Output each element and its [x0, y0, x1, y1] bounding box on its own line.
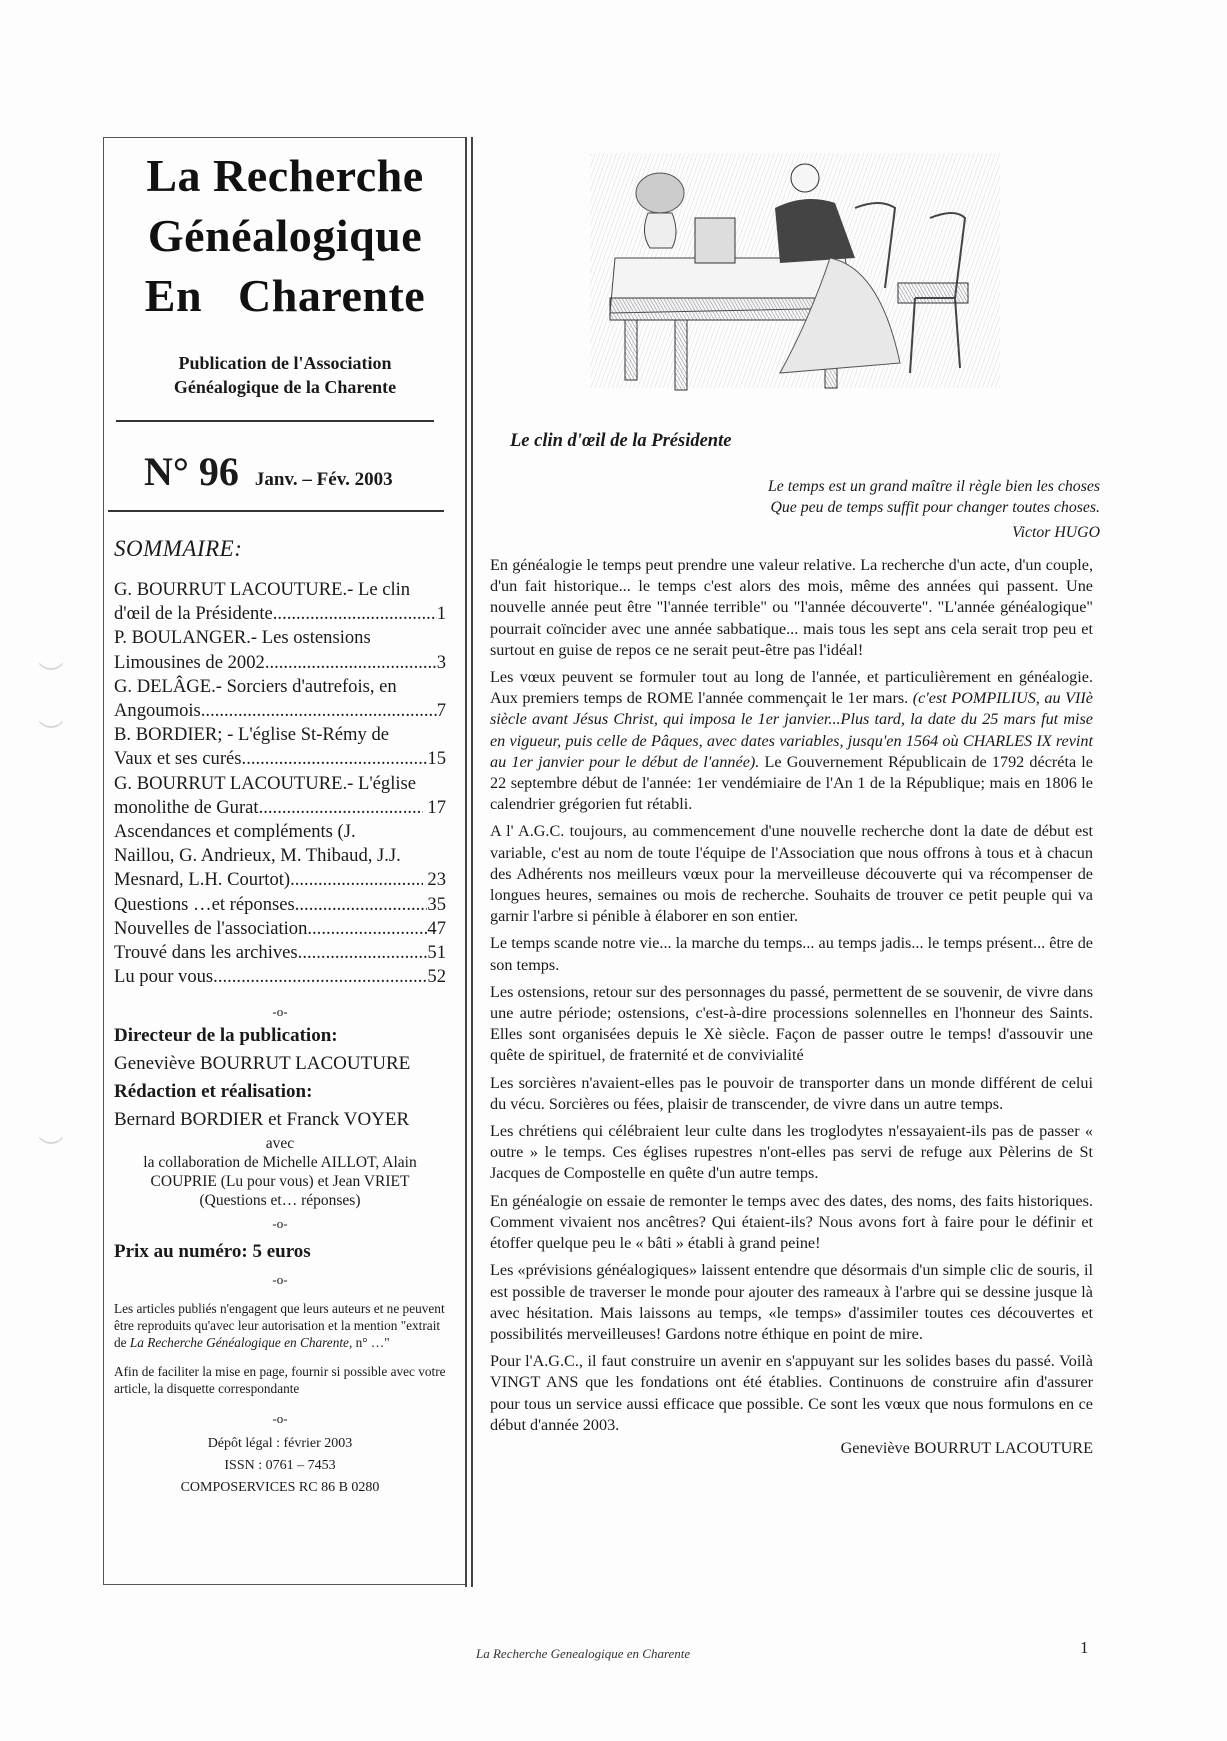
toc-page-number: 51 — [427, 942, 446, 964]
separator: -o- — [272, 1411, 288, 1426]
toc-page-number: 35 — [427, 893, 446, 915]
leader-dots — [259, 796, 423, 820]
running-footer-title: La Recherche Genealogique en Charente — [476, 1646, 691, 1661]
notice-journal-title: La Recherche Généalogique en Charente — [129, 1335, 349, 1350]
subtitle-line: Généalogique de la Charente — [173, 377, 397, 397]
toc-entry[interactable] — [114, 626, 446, 674]
issn: ISSN : 0761 – 7453 — [224, 1458, 336, 1473]
legal-deposit: Dépôt légal : février 2003 — [207, 1436, 353, 1451]
toc-page-number: 47 — [427, 917, 446, 939]
leader-dots — [273, 602, 437, 626]
editorial-names: Bernard BORDIER et Franck VOYER — [114, 1109, 410, 1130]
leader-dots — [295, 893, 428, 917]
journal-title — [104, 146, 466, 326]
toc-entry-title: Angoumois — [114, 700, 201, 722]
publisher-subtitle — [104, 351, 466, 399]
collaboration-line: (Questions et… réponses) — [199, 1192, 361, 1209]
toc-page-number: 23 — [422, 869, 446, 891]
paragraph: Le temps scande notre vie... la marche du temps... au temps jadis... le temps présent... être de son temps. — [490, 934, 1093, 974]
paragraph: Pour l'A.G.C., il faut construire un avenir en s'appuyant sur les solides bases du passé. Voilà VINGT ANS que les fondations ont été établies. Continuons de construire afin d'assurer pour tous un service aussi efficace que possible. Ce sont les vœux que nous formulons en ce début d'année 2003. — [490, 1352, 1093, 1434]
toc-entry[interactable] — [114, 941, 446, 965]
toc-page-number: 15 — [427, 748, 446, 770]
copyright-notice — [114, 1300, 446, 1351]
epigraph-author: Victor HUGO — [1012, 524, 1100, 541]
paragraph: Les sorcières n'avaient-elles pas le pouvoir de transporter dans un monde différent de celui du vécu. Sorcières ou fées, plaisir de transcender, de vivre dans un autre temps. — [490, 1073, 1093, 1113]
divider — [108, 510, 444, 512]
issue-info — [144, 448, 393, 495]
toc-entry[interactable] — [114, 578, 446, 626]
director-name: Geneviève BOURRUT LACOUTURE — [114, 1053, 411, 1074]
director-label: Directeur de la publication: — [114, 1025, 338, 1046]
leader-dots — [265, 651, 437, 675]
toc-entry-line: Ascendances et compléments (J. — [114, 821, 356, 843]
article-signature: Geneviève BOURRUT LACOUTURE — [840, 1438, 1093, 1457]
leader-dots — [298, 941, 428, 965]
toc-entry-title: Limousines de 2002 — [114, 651, 265, 673]
toc-page-number: 7 — [436, 700, 446, 722]
toc-entry-line: Naillou, G. Andrieux, M. Thibaud, J.J. — [114, 845, 401, 867]
with-text: avec — [265, 1135, 295, 1152]
paragraph — [490, 667, 1093, 815]
toc-entry-line: B. BORDIER; - L'église St-Rémy de — [114, 724, 390, 746]
paragraph-text: Le Gouvernement Républicain de 1792 décréta le 22 septembre début de l'année: 1er vendémiaire de l'An 1 de la République; mais en 1806 le calendrier grégorien fut rétabli. — [490, 752, 1093, 814]
toc-entry[interactable] — [114, 917, 446, 941]
issue-date: Janv. – Fév. 2003 — [254, 469, 393, 490]
toc-entry-title: Nouvelles de l'association — [114, 917, 308, 939]
toc-page-number: 3 — [436, 651, 446, 673]
toc-entry-line: G. BOURRUT LACOUTURE.- L'église — [114, 772, 417, 794]
leader-dots — [307, 917, 427, 941]
toc-page-number: 17 — [422, 796, 446, 818]
toc-entry[interactable] — [114, 965, 446, 989]
engraving-illustration — [580, 148, 1070, 400]
table-of-contents-heading: SOMMAIRE: — [114, 536, 243, 561]
toc-page-number: 52 — [427, 966, 446, 988]
toc-entry[interactable] — [114, 675, 446, 723]
issue-number: N° 96 — [144, 449, 239, 494]
notice-text: Les articles publiés n'engagent que leurs auteurs et ne peuvent être reproduits qu'avec leur autorisation et la mention "extrait de — [114, 1301, 445, 1350]
submission-note: Afin de faciliter la mise en page, fournir si possible avec votre article, la disquette correspondante — [114, 1364, 446, 1396]
issue-price: Prix au numéro: 5 euros — [114, 1241, 311, 1262]
page-number: 1 — [1080, 1638, 1089, 1657]
paragraph: A l' A.G.C. toujours, au commencement d'une nouvelle recherche dont la date de début est variable, c'est au nom de toute l'équipe de l'Association que nous offrons à tous et à chacun des Adhérents nos meilleurs vœux pour la merveilleuse découverte qui va récompenser de longues heures, semaines ou mois de recherche. Souhaits de trouver ce petit peuple qui va garnir l'arbre si pénible à élaborer en son entier. — [490, 822, 1093, 926]
epigraph-line: Que peu de temps suffit pour changer toutes choses. — [770, 499, 1100, 516]
toc-entry[interactable] — [114, 893, 446, 917]
notice-text: , n° …" — [348, 1335, 390, 1350]
toc-page-number: 1 — [436, 603, 446, 625]
table-of-contents — [114, 578, 446, 989]
toc-entry-title: monolithe de Gurat — [114, 796, 259, 818]
title-line: La Recherche — [146, 150, 424, 201]
toc-entry-line: G. BOURRUT LACOUTURE.- Le clin — [114, 579, 411, 600]
subtitle-line: Publication de l'Association — [178, 353, 392, 373]
punch-hole-mark — [36, 698, 66, 728]
paragraph: Les «prévisions généalogiques» laissent entendre que désormais d'un simple clic de souris, il est possible de traverser le monde pour ajouter des rameaux à l'arbre qui se dessine jusque là avec hésitation. Mais laissons au temps, «le temps» d'assimiler toutes ces découvertes et possibilités merveilleuses! Gardons notre éthique en point de mire. — [490, 1261, 1093, 1343]
masthead-box — [103, 137, 465, 1585]
separator: -o- — [272, 1272, 288, 1287]
article-heading: Le clin d'œil de la Présidente — [510, 431, 732, 451]
leader-dots — [213, 965, 427, 989]
separator: -o- — [272, 1216, 288, 1231]
epigraph-line: Le temps est un grand maître il règle bien les choses — [768, 478, 1100, 495]
toc-entry-title: Trouvé dans les archives — [114, 942, 298, 964]
credits-section — [114, 1002, 446, 1499]
paragraph: En généalogie on essaie de remonter le temps avec des dates, des noms, des faits historiques. Comment vivaient nos ancêtres? Qui étaient-ils? Nous avons fort à faire pour le définir et étoffer quelque peu le « bâti » établi à grand peine! — [490, 1191, 1093, 1253]
paragraph: Les ostensions, retour sur des personnages du passé, permettent de se souvenir, de vivre dans une autre période; ostensions, c'est-à-dire processions solennelles en l'honneur des Saints. Elles sont organisées depuis le Xè siècle. Façon de passer outre le temps! d'assouvir une quête de spirituel, de fraternité et de convivialité — [490, 982, 1093, 1065]
paragraph-italic-aside: (c'est POMPILIUS, au VIIè siècle avant Jésus Christ, qui imposa le 1er janvier...Plus tard, la date du 25 mars fut mise en vigueur, puis celle de Pâques, avec dates variables, jusqu'en 1564 où CHARLES IX revint au 1er janvier pour le début de l'année). — [490, 689, 1093, 771]
leader-dots — [201, 699, 437, 723]
editorial-label: Rédaction et réalisation: — [114, 1081, 313, 1102]
toc-entry-title: Vaux et ses curés — [114, 748, 242, 770]
registry: COMPOSERVICES RC 86 B 0280 — [180, 1480, 380, 1495]
toc-entry[interactable] — [114, 723, 446, 771]
toc-entry-line: G. DELÂGE.- Sorciers d'autrefois, en — [114, 675, 397, 697]
paragraph-text: Les vœux peuvent se formuler tout au long de l'année, et particulièrement en généalogie. Aux premiers temps de ROME l'année commençait le 1er mars. — [490, 668, 1093, 708]
toc-entry-title: Lu pour vous — [114, 966, 214, 988]
divider — [116, 420, 434, 422]
toc-entry-title: Mesnard, L.H. Courtot) — [114, 869, 291, 891]
punch-hole-mark — [36, 640, 66, 670]
paragraph: En généalogie le temps peut prendre une valeur relative. La recherche d'un acte, d'un couple, d'un fait historique... le temps c'est alors des mois, même des années qui passent. Une nouvelle année peut être "l'année terrible" ou "l'année découverte". "L'année généalogique" pourrait coïncider avec une année sabbatique... mais tous les sept ans cela serait trop peu et surtout en guise de repos ce ne serait peut-être pas l'idéal! — [490, 556, 1093, 659]
collaboration-line: la collaboration de Michelle AILLOT, Alain — [143, 1154, 417, 1171]
title-line: Généalogique — [147, 210, 423, 261]
toc-entry-title: Questions …et réponses — [114, 893, 295, 915]
separator: -o- — [272, 1004, 288, 1019]
box-border-right — [465, 137, 467, 1587]
toc-entry[interactable] — [114, 772, 446, 820]
epigraph — [768, 476, 1100, 543]
toc-entry-line: P. BOULANGER.- Les ostensions — [114, 627, 371, 649]
leader-dots — [290, 868, 423, 892]
toc-entry-title: d'œil de la Présidente — [114, 603, 273, 625]
box-border-right-outer — [471, 137, 473, 1587]
punch-hole-mark — [36, 1114, 66, 1144]
article-body — [490, 555, 1093, 1459]
paragraph: Les chrétiens qui célébraient leur culte dans les troglodytes n'essayaient-ils pas de passer « outre » le temps. Ces églises rupestres n'ont-elles pas servi de refuge aux Pèlerins de St Jacques de Compostelle en quête d'un autre temps. — [490, 1122, 1093, 1183]
leader-dots — [242, 747, 428, 771]
collaboration-line: COUPRIE (Lu pour vous) et Jean VRIET — [150, 1173, 410, 1190]
title-line: En Charente — [144, 270, 426, 321]
toc-entry[interactable] — [114, 820, 446, 893]
